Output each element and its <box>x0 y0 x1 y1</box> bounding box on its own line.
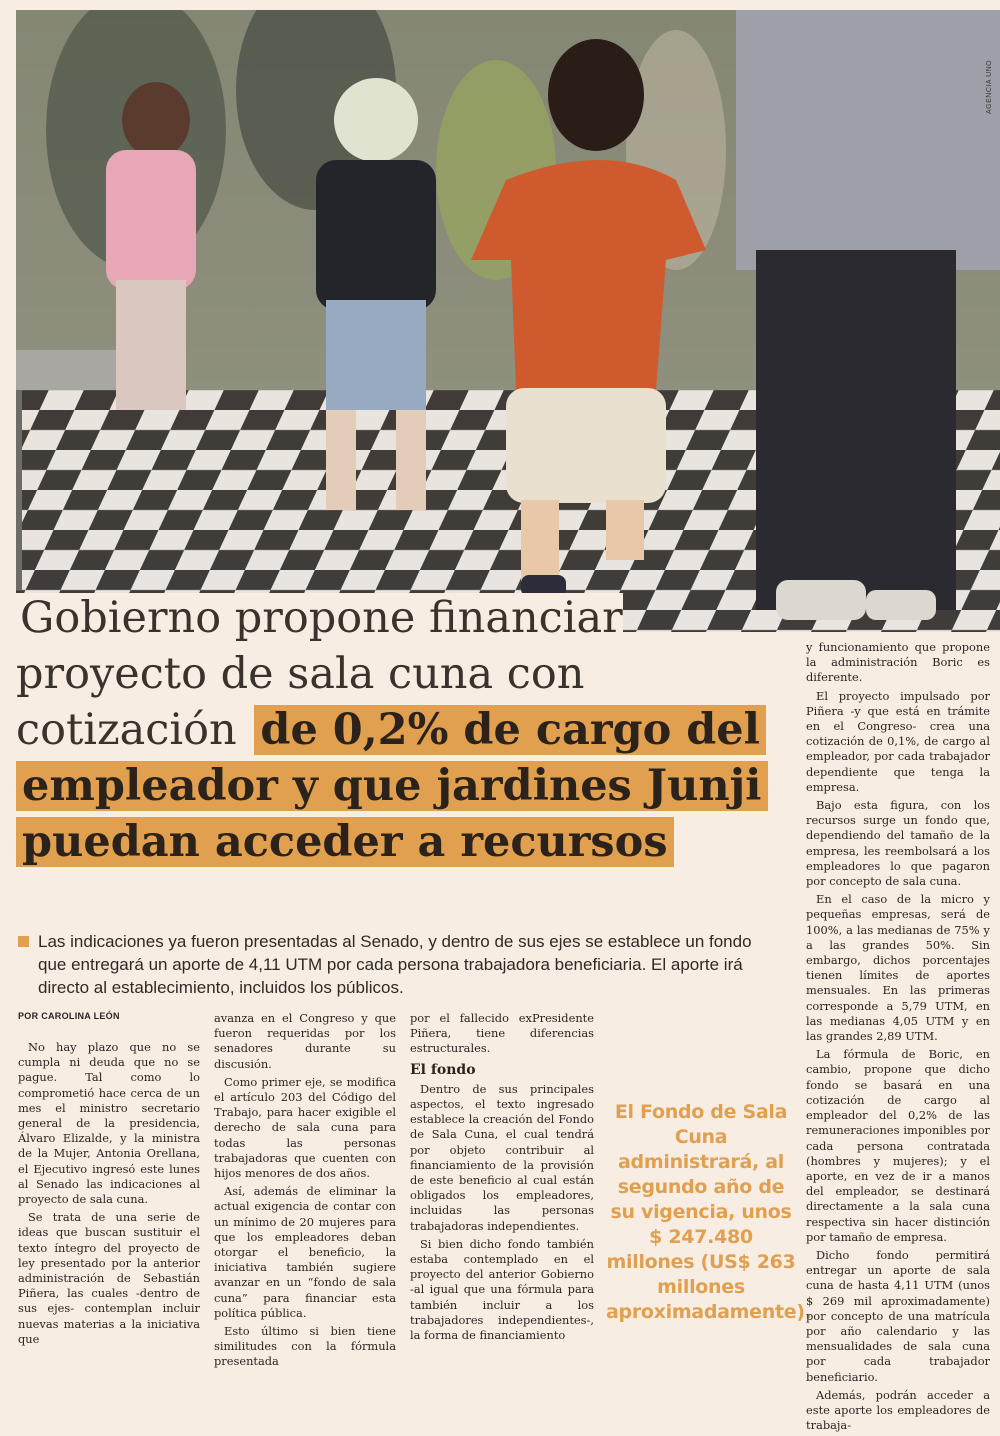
body-column-4 <box>806 640 990 1436</box>
paragraph: Dentro de sus principales aspectos, el texto ingresado establece la creación del Fondo de Sala Cuna, el cual tendrá por objeto contribuir al financiamiento de la provisión de este beneficio al cual están obligados los empleadores, incluidas las personas trabajadoras independientes. <box>410 1081 594 1233</box>
photo-illustration <box>16 10 1000 632</box>
photo-credit: AGENCIA UNO <box>986 59 993 114</box>
paragraph: En el caso de la micro y pequeñas empresas, será de 100%, a las medianas de 75% y a las grandes 50%. Sin embargo, dichos porcentajes tienen límites de aportes mensuales. En las primeras corresponde a 5,79 UTM, en las medianas 4,05 UTM y en las grandes 2,89 UTM. <box>806 892 990 1044</box>
lead-square-icon <box>18 936 29 947</box>
article-photo <box>16 10 1000 632</box>
paragraph: Se trata de una serie de ideas que buscan sustituir el texto íntegro del proyecto de ley presentado por la anterior administración de Sebastián Piñera, las cuales -dentro de sus ejes- contemplan incluir nuevas materias a la iniciativa que <box>18 1210 200 1346</box>
paragraph: Esto último si bien tiene similitudes con la fórmula presentada <box>214 1324 396 1369</box>
headline-highlight: de 0,2% de cargo del empleador y que jardines Junji puedan acceder a recursos <box>16 705 768 867</box>
paragraph: La fórmula de Boric, en cambio, propone que dicho fondo se basará en una cotización de cargo al empleador del 0,2% de las remuneraciones imponibles por cada persona contratada (hombres y mujeres); y el aporte, en vez de ir a manos del empleador, se destinará directamente a la sala cuna respectiva sin hacer distinción por tamaño de empresa. <box>806 1047 990 1244</box>
paragraph: Como primer eje, se modifica el artículo 203 del Código del Trabajo, para hacer exigible el derecho de sala cuna para todas las personas trabajadoras que cuenten con hijos menores de dos años. <box>214 1074 396 1181</box>
body-column-2 <box>214 1011 396 1373</box>
paragraph: por el fallecido exPresidente Piñera, tiene diferencias estructurales. <box>410 1011 594 1056</box>
body-column-3 <box>410 1011 594 1346</box>
paragraph: Bajo esta figura, con los recursos surge un fondo que, dependiendo del tamaño de la empresa, les reembolsará a los empleadores lo que pagaron por concepto de sala cuna. <box>806 798 990 889</box>
lead-text: Las indicaciones ya fueron presentadas al Senado, y dentro de sus ejes se establece un fondo que entregará un aporte de 4,11 UTM por cada persona trabajadora beneficiaria. El aporte irá directo al establecimiento, incluidos los públicos. <box>38 932 752 997</box>
paragraph: Así, además de eliminar la actual exigencia de contar con un mínimo de 20 mujeres para que los empleadores deban otorgar el beneficio, la iniciativa también sugiere avanzar en un “fondo de sala cuna” para financiar esta política pública. <box>214 1184 396 1320</box>
paragraph: Si bien dicho fondo también estaba contemplado en el proyecto del anterior Gobierno -al igual que una fórmula para también incluir a los trabajadores independientes-, la forma de financiamiento <box>410 1236 594 1343</box>
paragraph: Además, podrán acceder a este aporte los empleadores de trabaja- <box>806 1387 990 1433</box>
paragraph: Dicho fondo permitirá entregar un aporte de sala cuna de hasta 4,11 UTM (unos $ 269 mil aproximadamente) por concepto de una matrícula por año calendario y las mensualidades de sala cuna por cada trabajador beneficiario. <box>806 1247 990 1384</box>
headline-plain: Gobierno propone financiar proyecto de sala cuna con cotización <box>16 593 623 755</box>
paragraph: No hay plazo que no se cumpla ni deuda que no se pague. Tal como lo comprometió hace cerca de un mes el ministro secretario general de la presidencia, Álvaro Elizalde, y la ministra de la Mujer, Antonia Orellana, el Ejecutivo ingresó este lunes al Senado las indicaciones al proyecto de sala cuna. <box>18 1040 200 1207</box>
pull-quote: El Fondo de Sala Cuna administrará, al segundo año de su vigencia, unos $ 247.480 millones (US$ 263 millones aproximadamente). <box>606 1101 812 1323</box>
paragraph: El proyecto impulsado por Piñera -y que está en trámite en el Congreso- crea una cotización de 0,1%, de cargo al empleador, por cada trabajador dependiente que tenga la empresa. <box>806 688 990 794</box>
lead-paragraph <box>18 930 758 999</box>
headline <box>16 590 796 870</box>
paragraph: y funcionamiento que propone la administración Boric es diferente. <box>806 640 990 685</box>
byline: POR CAROLINA LEÓN <box>18 1011 120 1021</box>
paragraph: avanza en el Congreso y que fueron requeridas por los senadores durante su discusión. <box>214 1011 396 1071</box>
subhead: El fondo <box>410 1061 476 1078</box>
body-column-1 <box>18 1040 200 1350</box>
